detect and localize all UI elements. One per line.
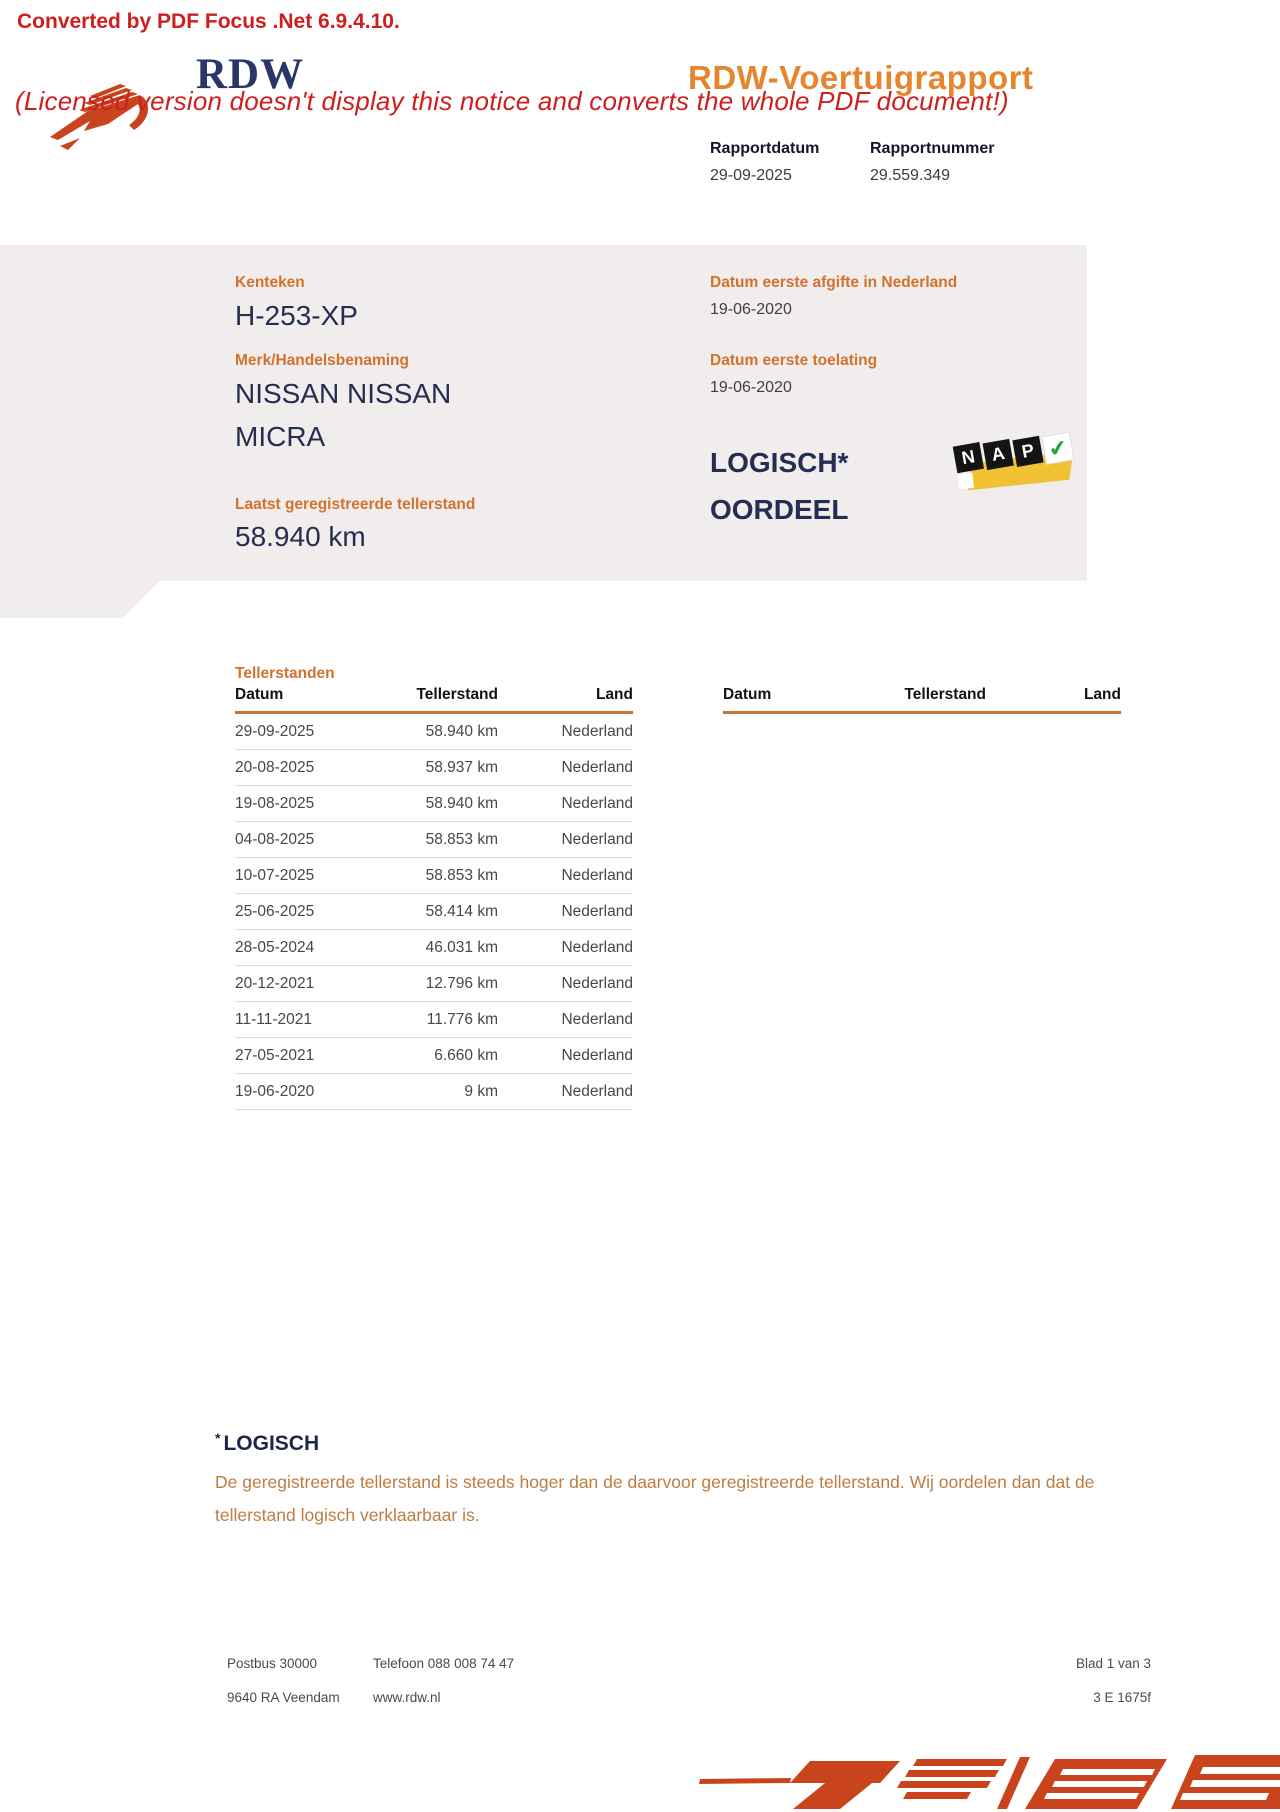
table-cell: 10-07-2025: [235, 866, 315, 884]
table-row: [235, 858, 633, 894]
column-header-land: Land: [1083, 686, 1121, 703]
footer-address-line1: Postbus 30000: [227, 1656, 318, 1671]
table-cell: 58.853 km: [425, 866, 498, 884]
tellerstanden-rows: [235, 714, 633, 1110]
table-cell: 29-09-2025: [235, 722, 315, 740]
table-cell: Nederland: [561, 1046, 633, 1064]
table-cell: 58.940 km: [425, 794, 498, 812]
footer-phone: Telefoon 088 008 74 47: [373, 1656, 515, 1671]
table-cell: 58.414 km: [425, 902, 498, 920]
table-row: [235, 1038, 633, 1074]
table-cell: Nederland: [561, 902, 633, 920]
table-cell: 58.853 km: [425, 830, 498, 848]
table-row: [235, 786, 633, 822]
table-cell: 19-08-2025: [235, 794, 315, 812]
column-header-tellerstand: Tellerstand: [904, 686, 986, 703]
kenteken-value: H-253-XP: [235, 300, 358, 331]
table-row: [235, 1074, 633, 1110]
merk-label: Merk/Handelsbenaming: [235, 352, 409, 369]
table-cell: 19-06-2020: [235, 1082, 315, 1100]
table-cell: 9 km: [464, 1082, 498, 1100]
first-admission-value: 19-06-2020: [710, 379, 792, 396]
report-date-label: Rapportdatum: [710, 140, 820, 157]
section-title-tellerstanden: Tellerstanden: [235, 665, 335, 682]
tellerstanden-table-left: [235, 686, 633, 1110]
first-issue-value: 19-06-2020: [710, 301, 792, 318]
table-cell: 46.031 km: [425, 938, 498, 956]
converted-notice: Converted by PDF Focus .Net 6.9.4.10.: [17, 10, 400, 33]
report-date-value: 29-09-2025: [710, 167, 792, 184]
table-cell: Nederland: [561, 1010, 633, 1028]
table-header-row: [723, 686, 1121, 714]
table-cell: 04-08-2025: [235, 830, 315, 848]
table-cell: Nederland: [561, 938, 633, 956]
column-header-datum: Datum: [723, 686, 772, 703]
report-number-value: 29.559.349: [870, 167, 951, 184]
table-cell: 20-08-2025: [235, 758, 315, 776]
nap-tile-a: A: [983, 439, 1014, 470]
table-cell: Nederland: [561, 830, 633, 848]
footer-form-code: 3 E 1675f: [1093, 1690, 1151, 1705]
table-cell: Nederland: [561, 758, 633, 776]
merk-value-line2: MICRA: [235, 421, 326, 452]
first-issue-label: Datum eerste afgifte in Nederland: [710, 274, 958, 291]
report-number-label: Rapportnummer: [870, 140, 995, 157]
table-row: [235, 966, 633, 1002]
merk-value-line1: NISSAN NISSAN: [235, 378, 452, 409]
first-admission-label: Datum eerste toelating: [710, 352, 878, 369]
table-row: [235, 894, 633, 930]
nap-tile-n: N: [953, 442, 984, 473]
check-icon: ✔: [1042, 433, 1073, 464]
nap-tile-p: P: [1012, 436, 1043, 467]
vehicle-panel: [0, 245, 1087, 618]
table-cell: 11.776 km: [426, 1010, 498, 1028]
footnote-title: [215, 1430, 319, 1456]
table-cell: 28-05-2024: [235, 938, 315, 956]
table-cell: Nederland: [561, 974, 633, 992]
tellerstanden-table-right: [723, 686, 1121, 714]
table-cell: Nederland: [561, 1082, 633, 1100]
table-row: [235, 1002, 633, 1038]
footer-website: www.rdw.nl: [373, 1690, 441, 1705]
footnote-marker: *: [215, 1430, 221, 1446]
table-cell: 58.940 km: [425, 722, 498, 740]
table-row: [235, 930, 633, 966]
table-cell: Nederland: [561, 794, 633, 812]
footer-page-number: Blad 1 van 3: [1075, 1656, 1151, 1671]
kenteken-label: Kenteken: [235, 274, 305, 291]
table-cell: 58.937 km: [425, 758, 498, 776]
column-header-datum: Datum: [235, 686, 284, 703]
odometer-label: Laatst geregistreerde tellerstand: [235, 496, 476, 513]
table-cell: 12.796 km: [425, 974, 498, 992]
table-cell: 25-06-2025: [235, 902, 315, 920]
odometer-value: 58.940 km: [235, 521, 366, 552]
verdict-line2: OORDEEL: [710, 494, 849, 525]
license-notice: (Licensed version doesn't display this notice and converts the whole PDF document!): [15, 86, 1009, 116]
column-header-tellerstand: Tellerstand: [416, 686, 498, 703]
table-cell: Nederland: [561, 866, 633, 884]
table-cell: 27-05-2021: [235, 1046, 315, 1064]
footer-address-line2: 9640 RA Veendam: [227, 1690, 340, 1705]
table-cell: 6.660 km: [434, 1046, 498, 1064]
table-cell: 20-12-2021: [235, 974, 315, 992]
table-header-row: [235, 686, 633, 714]
table-row: [235, 750, 633, 786]
footnote-body: De geregistreerde tellerstand is steeds hoger dan de daarvoor geregistreerde tellerstand. Wij oordelen dan dat de tellerstand logisch verklaarbaar is.: [215, 1472, 1095, 1525]
footnote-title-text: LOGISCH: [223, 1432, 320, 1455]
verdict-line1: LOGISCH*: [710, 447, 849, 478]
footer-graphic-icon: [655, 1743, 1280, 1812]
nap-white-square: [958, 473, 974, 489]
document-title: RDW-Voertuigrapport: [688, 59, 1034, 96]
rdw-wordmark: RDW: [196, 51, 305, 98]
table-cell: Nederland: [561, 722, 633, 740]
column-header-land: Land: [595, 686, 633, 703]
table-row: [235, 822, 633, 858]
table-row: [235, 714, 633, 750]
table-cell: 11-11-2021: [235, 1010, 312, 1028]
